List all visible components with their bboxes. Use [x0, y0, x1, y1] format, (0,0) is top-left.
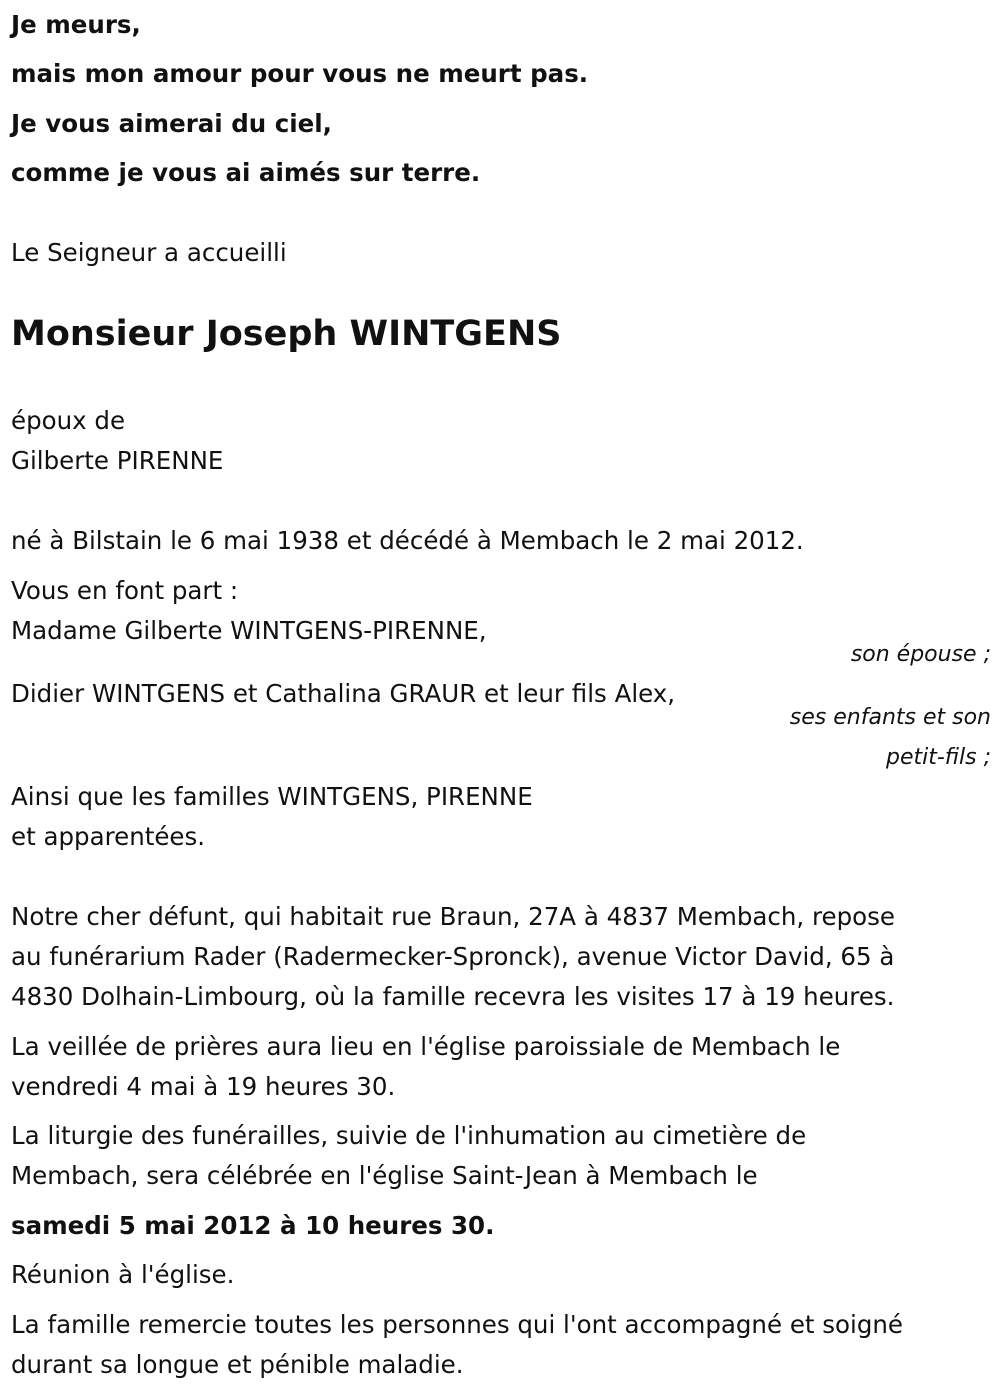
thanks-line-2: durant sa longue et pénible maladie.	[11, 1350, 464, 1379]
meeting-line: Réunion à l'église.	[11, 1260, 235, 1289]
thanks-line-1: La famille remercie toutes les personnes qui l'ont accompagné et soigné	[11, 1310, 904, 1339]
poem-line-1: Je meurs,	[11, 10, 141, 39]
announcer-children-role-1: ses enfants et son	[789, 705, 991, 730]
vigil-line-2: vendredi 4 mai à 19 heures 30.	[11, 1072, 396, 1101]
repose-line-1: Notre cher défunt, qui habitait rue Braun, 27A à 4837 Membach, repose	[11, 902, 895, 931]
poem-line-4: comme je vous ai aimés sur terre.	[11, 158, 481, 187]
ceremony-date: samedi 5 mai 2012 à 10 heures 30.	[11, 1211, 495, 1240]
liturgy-line-1: La liturgie des funérailles, suivie de l'inhumation au cimetière de	[11, 1121, 807, 1150]
birth-death-line: né à Bilstain le 6 mai 1938 et décédé à Membach le 2 mai 2012.	[11, 526, 804, 555]
vigil-line-1: La veillée de prières aura lieu en l'église paroissiale de Membach le	[11, 1032, 841, 1061]
announcer-children-name: Didier WINTGENS et Cathalina GRAUR et leur fils Alex,	[11, 679, 676, 708]
spouse-name: Gilberte PIRENNE	[11, 446, 224, 475]
announcer-spouse-name: Madame Gilberte WINTGENS-PIRENNE,	[11, 616, 487, 645]
spouse-label: époux de	[11, 406, 126, 435]
liturgy-line-2: Membach, sera célébrée en l'église Saint-Jean à Membach le	[11, 1161, 758, 1190]
families-line-1: Ainsi que les familles WINTGENS, PIRENNE	[11, 782, 533, 811]
announcer-spouse-role: son épouse ;	[850, 642, 991, 667]
announcers-heading: Vous en font part :	[11, 576, 239, 605]
repose-line-2: au funérarium Rader (Radermecker-Spronck), avenue Victor David, 65 à	[11, 942, 895, 971]
intro-text: Le Seigneur a accueilli	[11, 238, 287, 267]
deceased-name: Monsieur Joseph WINTGENS	[11, 314, 562, 354]
poem-line-2: mais mon amour pour vous ne meurt pas.	[11, 59, 589, 88]
families-line-2: et apparentées.	[11, 822, 206, 851]
repose-line-3: 4830 Dolhain-Limbourg, où la famille recevra les visites 17 à 19 heures.	[11, 982, 895, 1011]
poem-line-3: Je vous aimerai du ciel,	[11, 109, 332, 138]
announcer-children-role-2: petit-fils ;	[886, 745, 991, 770]
